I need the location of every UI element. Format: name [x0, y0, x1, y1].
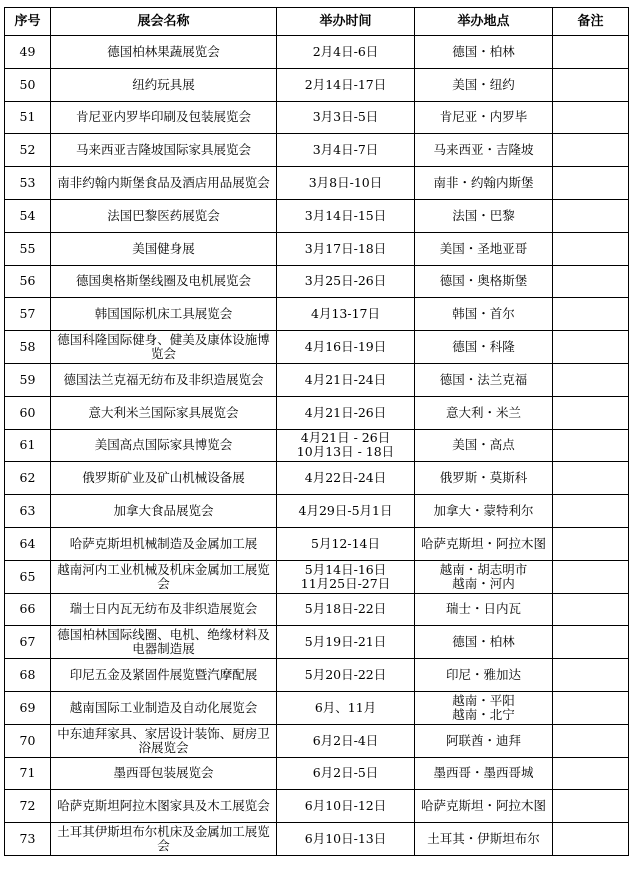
row-number: 53: [5, 167, 51, 200]
header-time: 举办时间: [277, 8, 415, 36]
exhibition-location: 德国・奥格斯堡: [415, 265, 553, 298]
row-number: 60: [5, 396, 51, 429]
row-number: 57: [5, 298, 51, 331]
table-row: [5, 691, 629, 724]
exhibition-time: 3月17日-18日: [277, 232, 415, 265]
table-row: [5, 823, 629, 856]
exhibition-time: 3月4日-7日: [277, 134, 415, 167]
exhibition-note: [553, 757, 629, 790]
table-row: [5, 68, 629, 101]
table-row: [5, 331, 629, 364]
exhibition-note: [553, 36, 629, 69]
exhibition-time: 6月10日-13日: [277, 823, 415, 856]
exhibition-name: 俄罗斯矿业及矿山机械设备展: [51, 462, 277, 495]
exhibition-time: 2月4日-6日: [277, 36, 415, 69]
exhibition-note: [553, 134, 629, 167]
exhibition-note: [553, 790, 629, 823]
exhibition-note: [553, 823, 629, 856]
table-row: [5, 363, 629, 396]
row-number: 62: [5, 462, 51, 495]
exhibition-time: 6月2日-4日: [277, 724, 415, 757]
table-row: [5, 626, 629, 659]
exhibition-time: 4月16日-19日: [277, 331, 415, 364]
exhibition-note: [553, 101, 629, 134]
exhibition-time: 5月12-14日: [277, 527, 415, 560]
exhibition-location: 德国・法兰克福: [415, 363, 553, 396]
table-row: [5, 790, 629, 823]
table-row: [5, 167, 629, 200]
exhibition-time: 6月2日-5日: [277, 757, 415, 790]
table-row: [5, 659, 629, 692]
exhibition-location: 马来西亚・吉隆坡: [415, 134, 553, 167]
exhibition-name: 德国科隆国际健身、健美及康体设施博览会: [51, 331, 277, 364]
table-row: [5, 560, 629, 593]
exhibition-location: 土耳其・伊斯坦布尔: [415, 823, 553, 856]
exhibition-table: [4, 7, 629, 856]
exhibition-time: 4月22日-24日: [277, 462, 415, 495]
exhibition-name: 加拿大食品展览会: [51, 495, 277, 528]
row-number: 70: [5, 724, 51, 757]
exhibition-name: 意大利米兰国际家具展览会: [51, 396, 277, 429]
exhibition-time: 6月、11月: [277, 691, 415, 724]
exhibition-location: 美国・纽约: [415, 68, 553, 101]
exhibition-location: 德国・科隆: [415, 331, 553, 364]
table-row: [5, 527, 629, 560]
exhibition-name: 德国柏林果蔬展览会: [51, 36, 277, 69]
row-number: 50: [5, 68, 51, 101]
table-row: [5, 724, 629, 757]
exhibition-note: [553, 724, 629, 757]
row-number: 69: [5, 691, 51, 724]
exhibition-name: 马来西亚吉隆坡国际家具展览会: [51, 134, 277, 167]
exhibition-time: 3月25日-26日: [277, 265, 415, 298]
exhibition-name: 墨西哥包装展览会: [51, 757, 277, 790]
exhibition-name: 土耳其伊斯坦布尔机床及金属加工展览会: [51, 823, 277, 856]
row-number: 71: [5, 757, 51, 790]
row-number: 59: [5, 363, 51, 396]
row-number: 49: [5, 36, 51, 69]
exhibition-location: 韩国・首尔: [415, 298, 553, 331]
header-row: [5, 8, 629, 36]
exhibition-location: 俄罗斯・莫斯科: [415, 462, 553, 495]
exhibition-note: [553, 396, 629, 429]
table-row: [5, 199, 629, 232]
exhibition-note: [553, 593, 629, 626]
table-row: [5, 757, 629, 790]
header-name: 展会名称: [51, 8, 277, 36]
table-row: [5, 462, 629, 495]
exhibition-name: 美国健身展: [51, 232, 277, 265]
row-number: 64: [5, 527, 51, 560]
row-number: 63: [5, 495, 51, 528]
exhibition-location: 法国・巴黎: [415, 199, 553, 232]
table-row: [5, 36, 629, 69]
exhibition-name: 德国奥格斯堡线圈及电机展览会: [51, 265, 277, 298]
exhibition-time: 5月18日-22日: [277, 593, 415, 626]
exhibition-note: [553, 429, 629, 462]
table-row: [5, 134, 629, 167]
exhibition-name: 德国法兰克福无纺布及非织造展览会: [51, 363, 277, 396]
exhibition-name: 德国柏林国际线圈、电机、绝缘材料及电器制造展: [51, 626, 277, 659]
exhibition-note: [553, 232, 629, 265]
exhibition-time: 3月8日-10日: [277, 167, 415, 200]
row-number: 65: [5, 560, 51, 593]
row-number: 68: [5, 659, 51, 692]
exhibition-note: [553, 167, 629, 200]
row-number: 52: [5, 134, 51, 167]
exhibition-location: 意大利・米兰: [415, 396, 553, 429]
exhibition-location: 越南・胡志明市 越南・河内: [415, 560, 553, 593]
exhibition-note: [553, 560, 629, 593]
exhibition-name: 中东迪拜家具、家居设计装饰、厨房卫浴展览会: [51, 724, 277, 757]
row-number: 61: [5, 429, 51, 462]
exhibition-location: 瑞士・日内瓦: [415, 593, 553, 626]
row-number: 67: [5, 626, 51, 659]
exhibition-note: [553, 265, 629, 298]
exhibition-name: 美国高点国际家具博览会: [51, 429, 277, 462]
exhibition-name: 哈萨克斯坦机械制造及金属加工展: [51, 527, 277, 560]
exhibition-time: 2月14日-17日: [277, 68, 415, 101]
exhibition-location: 哈萨克斯坦・阿拉木图: [415, 527, 553, 560]
table-row: [5, 593, 629, 626]
exhibition-note: [553, 298, 629, 331]
exhibition-note: [553, 462, 629, 495]
row-number: 56: [5, 265, 51, 298]
exhibition-time: 4月29日-5月1日: [277, 495, 415, 528]
exhibition-note: [553, 68, 629, 101]
table-row: [5, 429, 629, 462]
exhibition-name: 越南国际工业制造及自动化展览会: [51, 691, 277, 724]
exhibition-note: [553, 495, 629, 528]
exhibition-location: 越南・平阳 越南・北宁: [415, 691, 553, 724]
exhibition-location: 肯尼亚・内罗毕: [415, 101, 553, 134]
exhibition-location: 德国・柏林: [415, 626, 553, 659]
exhibition-note: [553, 331, 629, 364]
exhibition-name: 韩国国际机床工具展览会: [51, 298, 277, 331]
exhibition-name: 肯尼亚内罗毕印刷及包装展览会: [51, 101, 277, 134]
exhibition-location: 哈萨克斯坦・阿拉木图: [415, 790, 553, 823]
exhibition-location: 印尼・雅加达: [415, 659, 553, 692]
header-note: 备注: [553, 8, 629, 36]
exhibition-name: 越南河内工业机械及机床金属加工展览会: [51, 560, 277, 593]
exhibition-time: 5月19日-21日: [277, 626, 415, 659]
exhibition-note: [553, 363, 629, 396]
exhibition-name: 法国巴黎医药展览会: [51, 199, 277, 232]
exhibition-note: [553, 527, 629, 560]
row-number: 54: [5, 199, 51, 232]
header-no: 序号: [5, 8, 51, 36]
exhibition-note: [553, 199, 629, 232]
exhibition-time: 5月14日-16日 11月25日-27日: [277, 560, 415, 593]
exhibition-name: 瑞士日内瓦无纺布及非织造展览会: [51, 593, 277, 626]
table-row: [5, 232, 629, 265]
exhibition-location: 美国・高点: [415, 429, 553, 462]
table-row: [5, 495, 629, 528]
row-number: 58: [5, 331, 51, 364]
header-place: 举办地点: [415, 8, 553, 36]
row-number: 73: [5, 823, 51, 856]
row-number: 72: [5, 790, 51, 823]
exhibition-note: [553, 659, 629, 692]
exhibition-note: [553, 691, 629, 724]
exhibition-note: [553, 626, 629, 659]
exhibition-time: 3月3日-5日: [277, 101, 415, 134]
exhibition-time: 5月20日-22日: [277, 659, 415, 692]
table-row: [5, 396, 629, 429]
exhibition-name: 纽约玩具展: [51, 68, 277, 101]
exhibition-name: 南非约翰内斯堡食品及酒店用品展览会: [51, 167, 277, 200]
exhibition-location: 美国・圣地亚哥: [415, 232, 553, 265]
exhibition-time: 4月21日-24日: [277, 363, 415, 396]
table-row: [5, 101, 629, 134]
exhibition-location: 加拿大・蒙特利尔: [415, 495, 553, 528]
table-row: [5, 265, 629, 298]
exhibition-time: 6月10日-12日: [277, 790, 415, 823]
exhibition-location: 南非・约翰内斯堡: [415, 167, 553, 200]
exhibition-time: 4月21日 - 26日 10月13日 - 18日: [277, 429, 415, 462]
exhibition-location: 德国・柏林: [415, 36, 553, 69]
exhibition-name: 印尼五金及紧固件展览暨汽摩配展: [51, 659, 277, 692]
row-number: 51: [5, 101, 51, 134]
exhibition-time: 4月21日-26日: [277, 396, 415, 429]
exhibition-name: 哈萨克斯坦阿拉木图家具及木工展览会: [51, 790, 277, 823]
row-number: 66: [5, 593, 51, 626]
exhibition-location: 墨西哥・墨西哥城: [415, 757, 553, 790]
table-row: [5, 298, 629, 331]
exhibition-location: 阿联酋・迪拜: [415, 724, 553, 757]
row-number: 55: [5, 232, 51, 265]
exhibition-time: 3月14日-15日: [277, 199, 415, 232]
exhibition-time: 4月13-17日: [277, 298, 415, 331]
